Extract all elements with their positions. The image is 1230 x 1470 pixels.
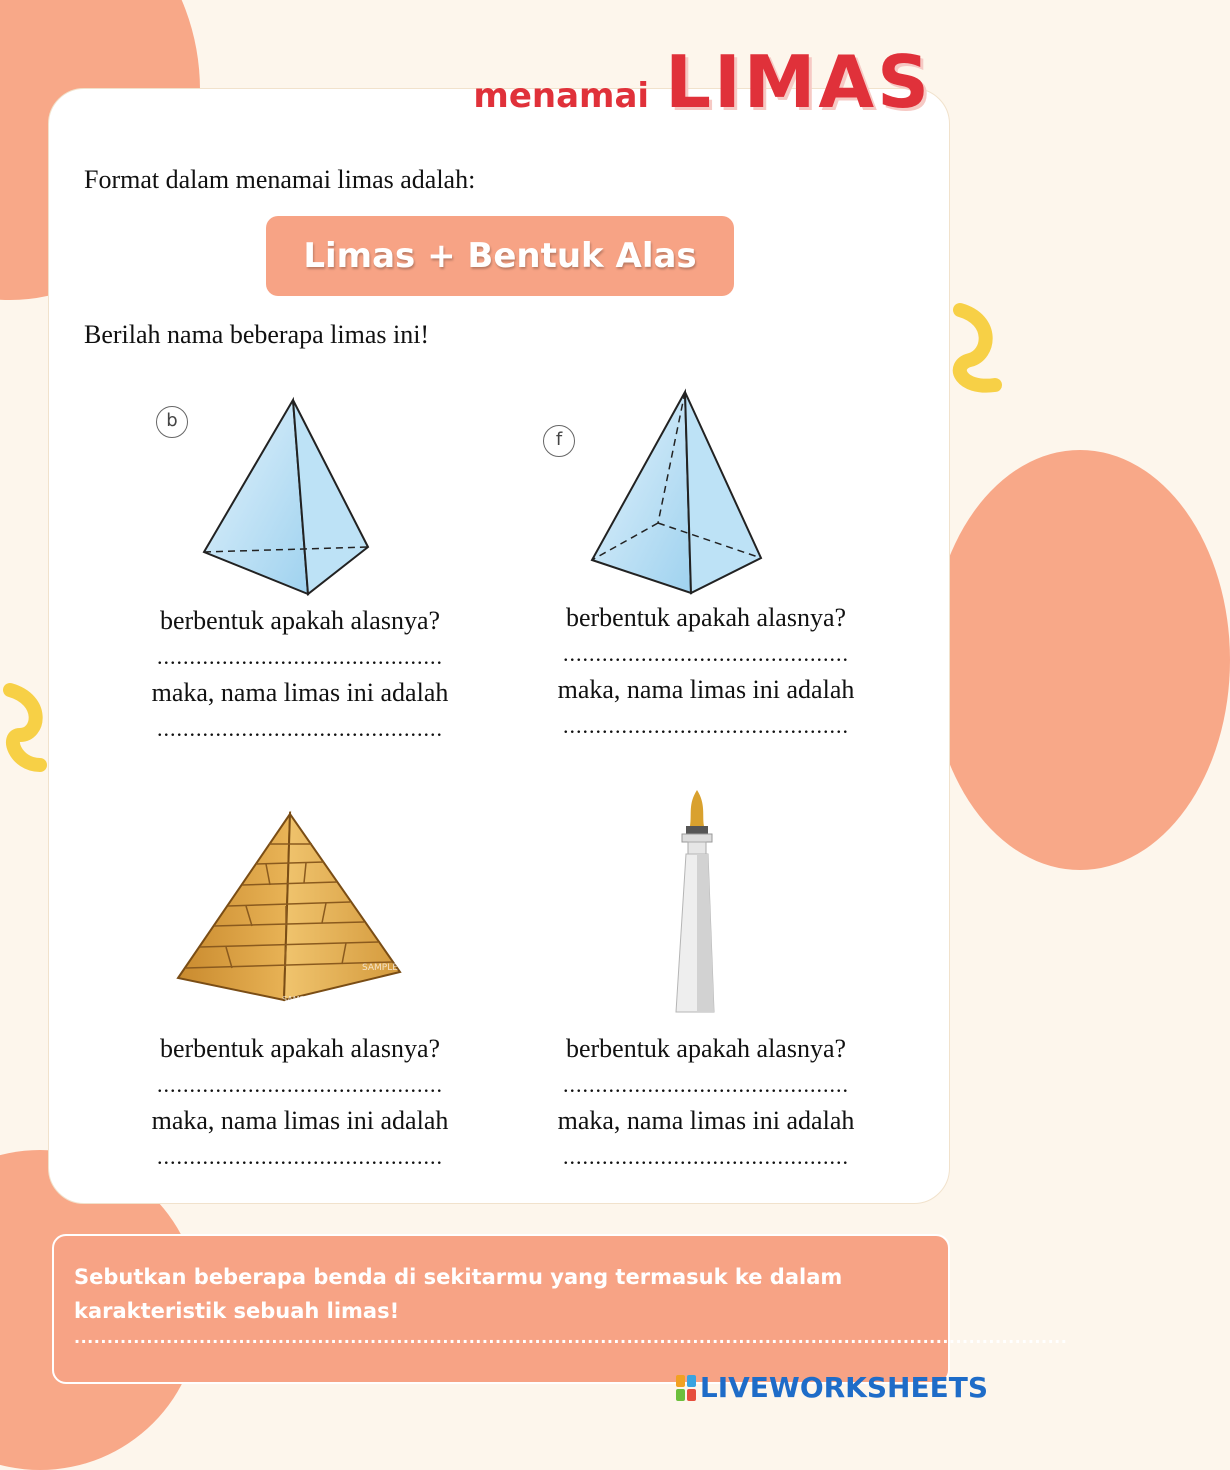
answer-base-shape-field[interactable]: ............................................ <box>157 644 443 669</box>
decor-blob-right <box>930 450 1230 870</box>
watermark-sample-right: SAMPLE <box>362 963 398 973</box>
brand-name: LIVEWORKSHEETS <box>699 1371 988 1404</box>
answer-pyramid-name-field[interactable]: ............................................ <box>563 1144 849 1169</box>
formula-box: Limas + Bentuk Alas <box>266 216 734 296</box>
monument-image <box>662 786 732 1016</box>
question-base-shape: berbentuk apakah alasnya? <box>565 1034 847 1063</box>
bottom-answer-field[interactable]: ....................................................................................................................................................... <box>74 1328 1068 1347</box>
bottom-task-text: Sebutkan beberapa benda di sekitarmu yang termasuk ke dalam karakteristik sebuah limas! <box>74 1265 843 1323</box>
answer-base-shape-field[interactable]: ............................................ <box>563 1072 849 1097</box>
title-big: LIMAS <box>665 40 932 124</box>
question-block-2 <box>536 600 876 744</box>
question-base-shape: berbentuk apakah alasnya? <box>159 1034 441 1063</box>
liveworksheets-icon <box>676 1375 696 1401</box>
bottom-task-box <box>52 1234 1068 1384</box>
answer-pyramid-name-field[interactable]: ............................................ <box>157 716 443 741</box>
question-base-shape: berbentuk apakah alasnya? <box>565 603 847 632</box>
liveworksheets-logo[interactable] <box>676 1371 988 1404</box>
figure-label-f: f <box>543 425 575 457</box>
intro-text: Format dalam menamai limas adalah: <box>84 165 476 194</box>
title-small: menamai <box>473 76 650 116</box>
question-pyramid-name: maka, nama limas ini adalah <box>557 1106 855 1135</box>
answer-base-shape-field[interactable]: ............................................ <box>157 1072 443 1097</box>
question-block-4 <box>536 1031 876 1175</box>
answer-pyramid-name-field[interactable]: ............................................ <box>563 713 849 738</box>
page-title <box>473 40 932 124</box>
watermark-sample-bottom: SAMPLE <box>282 995 314 1004</box>
prompt-text: Berilah nama beberapa limas ini! <box>84 320 430 349</box>
question-block-3 <box>130 1031 470 1175</box>
question-pyramid-name: maka, nama limas ini adalah <box>557 675 855 704</box>
stone-pyramid-image <box>166 800 416 1015</box>
question-pyramid-name: maka, nama limas ini adalah <box>151 1106 449 1135</box>
question-base-shape: berbentuk apakah alasnya? <box>159 606 441 635</box>
question-block-1 <box>130 603 470 747</box>
answer-base-shape-field[interactable]: ............................................ <box>563 641 849 666</box>
question-pyramid-name: maka, nama limas ini adalah <box>151 678 449 707</box>
figure-label-b: b <box>156 406 188 438</box>
triangular-pyramid-figure <box>196 395 376 600</box>
square-pyramid-figure <box>588 388 768 598</box>
answer-pyramid-name-field[interactable]: ............................................ <box>157 1144 443 1169</box>
